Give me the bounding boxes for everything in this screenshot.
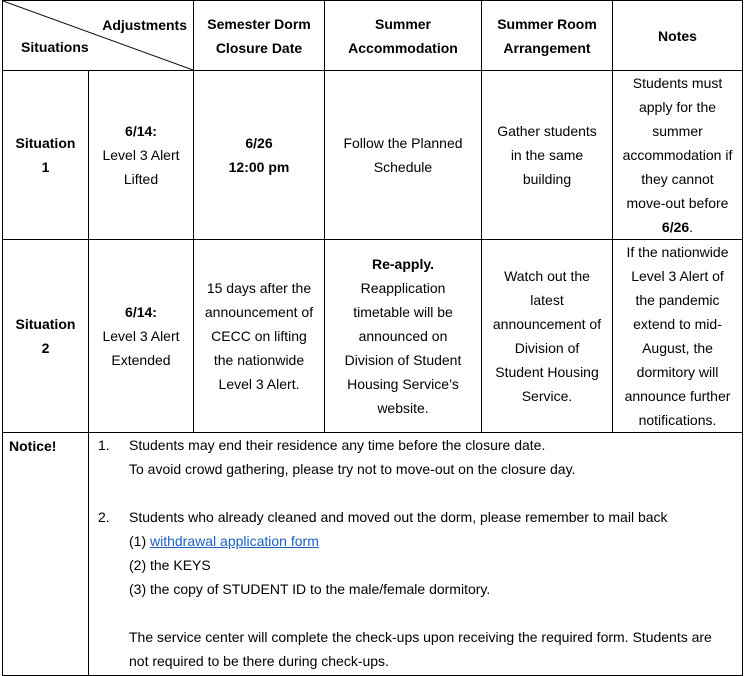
spacer [89, 481, 742, 505]
situation-1-room: Gather students in the same building [482, 71, 613, 240]
withdrawal-form-link[interactable]: withdrawal application form [150, 533, 319, 549]
notice-label: Notice! [3, 433, 89, 676]
situation-2-closure-date: 15 days after the announcement of CECC on lifting the nationwide Level 3 Alert. [194, 240, 325, 433]
situation-2-room: Watch out the latest announcement of Division of Student Housing Service. [482, 240, 613, 433]
notice-item-2-number: 2. [98, 509, 110, 525]
situations-header: Situations [21, 39, 89, 55]
dorm-closure-table [2, 0, 743, 676]
notice-item-1: 1. Students may end their residence any time before the closure date. To avoid crowd gathering, please try not to move-out on the closure day. [89, 433, 742, 481]
situation-2-adjustment: 6/14: Level 3 Alert Extended [89, 240, 194, 433]
summer-room-header: Summer Room Arrangement [482, 1, 613, 71]
situation-2-notes: If the nationwide Level 3 Alert of the pandemic extend to mid- August, the dormitory will announce further notifications. [613, 240, 743, 433]
situation-2-row [3, 240, 743, 433]
corner-header-cell [3, 1, 194, 71]
notice-item-1-number: 1. [98, 437, 110, 453]
adjustments-header: Adjustments [102, 17, 187, 33]
notice-row [3, 433, 743, 676]
situation-1-closure-date: 6/26 12:00 pm [194, 71, 325, 240]
situation-1-notes: Students must apply for the summer accommodation if they cannot move-out before 6/26. [613, 71, 743, 240]
situation-1-adjustment: 6/14: Level 3 Alert Lifted [89, 71, 194, 240]
notice-item-2: 2. Students who already cleaned and moved out the dorm, please remember to mail back (1) withdrawal application form (2) the KEYS (3) the copy of STUDENT ID to the male/female dormitory. The service center will complete the check-ups upon receiving the required form. Students are not required to be there during check-ups. [89, 505, 742, 673]
situation-2-label: Situation 2 [3, 240, 89, 433]
notice-body [89, 433, 743, 676]
situation-2-accommodation: Re-apply. Reapplication timetable will be announced on Division of Student Housing Service’s website. [325, 240, 482, 433]
situation-1-row [3, 71, 743, 240]
header-row [3, 1, 743, 71]
situation-1-accommodation: Follow the Planned Schedule [325, 71, 482, 240]
notes-header: Notes [613, 1, 743, 71]
summer-accommodation-header: Summer Accommodation [325, 1, 482, 71]
situation-1-label: Situation 1 [3, 71, 89, 240]
spacer [129, 601, 742, 625]
notes-date: 6/26 [661, 219, 690, 235]
closure-date-header: Semester Dorm Closure Date [194, 1, 325, 71]
